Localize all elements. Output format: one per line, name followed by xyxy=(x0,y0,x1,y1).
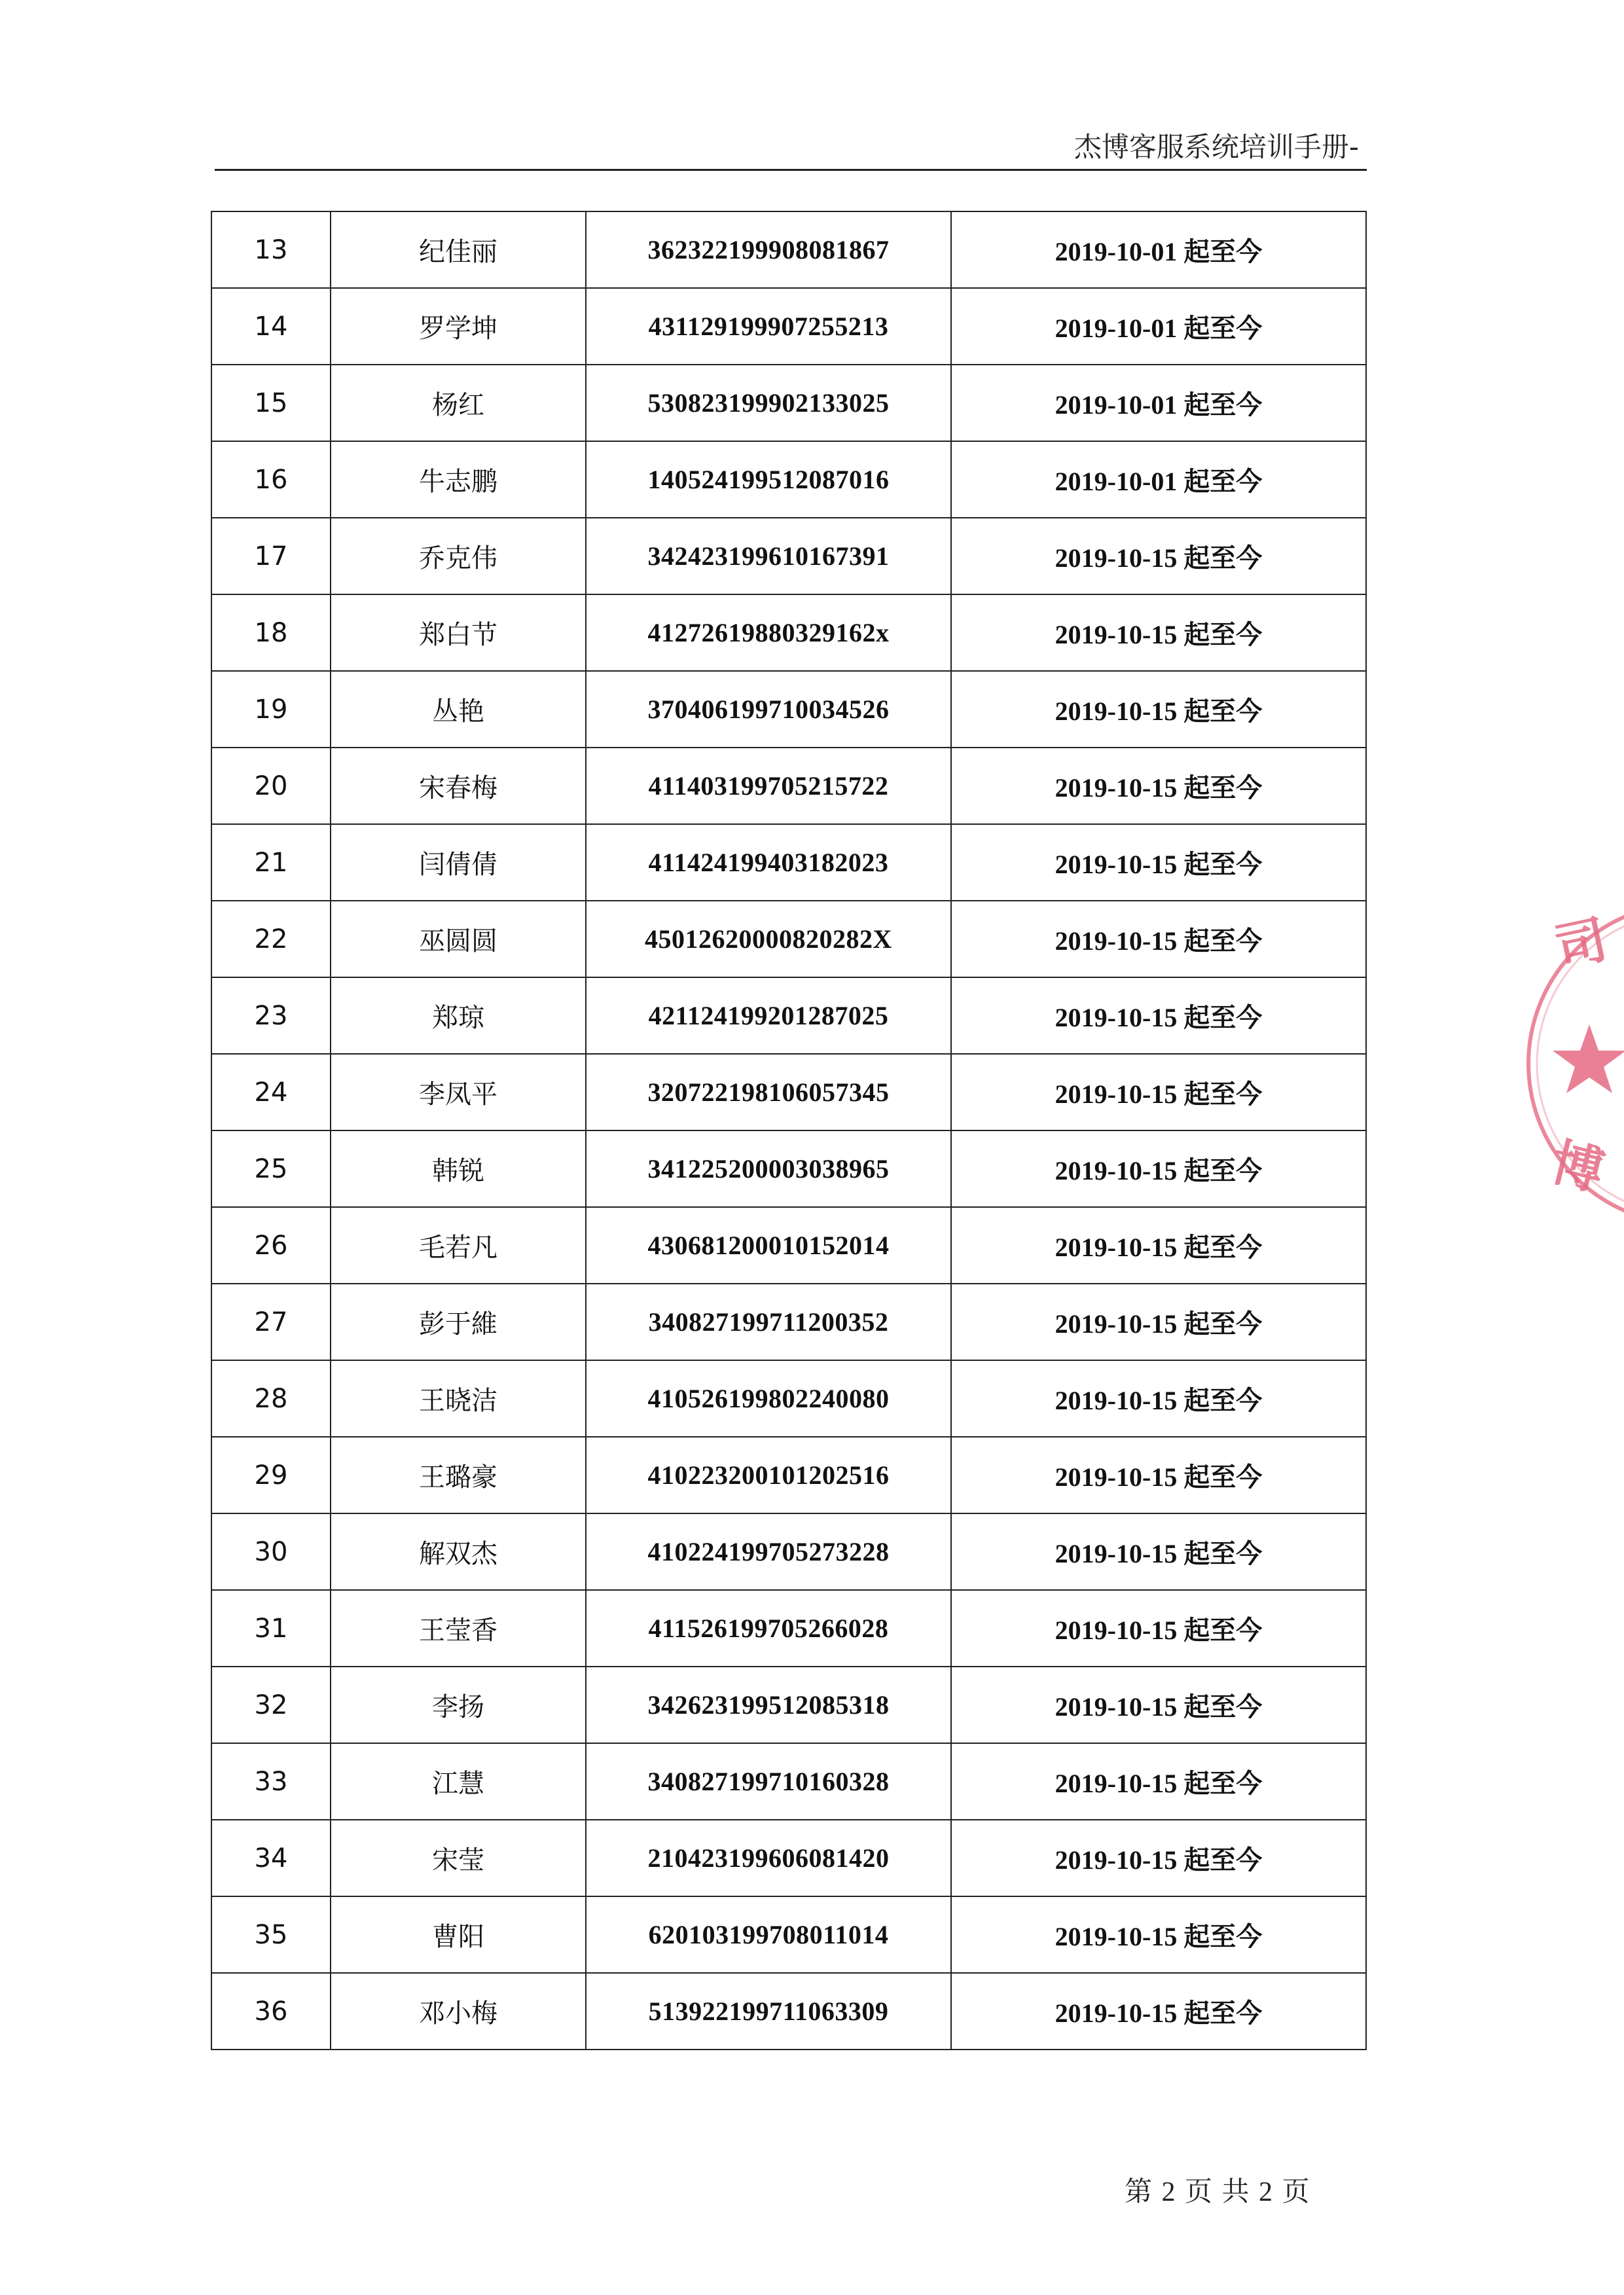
svg-text:司: 司 xyxy=(1550,910,1613,979)
employee-name-cell: 丛艳 xyxy=(331,671,586,748)
row-number-cell: 33 xyxy=(211,1743,331,1820)
row-number-cell: 36 xyxy=(211,1973,331,2050)
employee-name-cell: 韩锐 xyxy=(331,1130,586,1207)
employee-name-cell: 纪佳丽 xyxy=(331,211,586,288)
employee-name-cell: 曹阳 xyxy=(331,1896,586,1973)
table-row xyxy=(211,901,1366,977)
table-row xyxy=(211,288,1366,365)
start-date-cell: 2019-10-15 起至今 xyxy=(951,824,1366,901)
table-row xyxy=(211,1054,1366,1130)
row-number-cell: 27 xyxy=(211,1284,331,1360)
table-row xyxy=(211,748,1366,824)
row-number-cell: 25 xyxy=(211,1130,331,1207)
row-number-cell: 35 xyxy=(211,1896,331,1973)
table-row xyxy=(211,1360,1366,1437)
employee-name-cell: 李凤平 xyxy=(331,1054,586,1130)
row-number-cell: 28 xyxy=(211,1360,331,1437)
id-number-cell: 140524199512087016 xyxy=(586,441,951,518)
start-date-cell: 2019-10-15 起至今 xyxy=(951,1973,1366,2050)
employee-name-cell: 毛若凡 xyxy=(331,1207,586,1284)
row-number-cell: 29 xyxy=(211,1437,331,1513)
start-date-cell: 2019-10-15 起至今 xyxy=(951,1284,1366,1360)
start-date-cell: 2019-10-15 起至今 xyxy=(951,1590,1366,1667)
start-date-cell: 2019-10-15 起至今 xyxy=(951,901,1366,977)
id-number-cell: 411403199705215722 xyxy=(586,748,951,824)
company-seal-stamp xyxy=(1525,877,1624,1244)
start-date-cell: 2019-10-15 起至今 xyxy=(951,1437,1366,1513)
id-number-cell: 342623199512085318 xyxy=(586,1667,951,1743)
id-number-cell: 421124199201287025 xyxy=(586,977,951,1054)
employee-name-cell: 李扬 xyxy=(331,1667,586,1743)
start-date-cell: 2019-10-01 起至今 xyxy=(951,441,1366,518)
id-number-cell: 362322199908081867 xyxy=(586,211,951,288)
table-row xyxy=(211,1667,1366,1743)
table-row xyxy=(211,1437,1366,1513)
row-number-cell: 21 xyxy=(211,824,331,901)
row-number-cell: 13 xyxy=(211,211,331,288)
id-number-cell: 431129199907255213 xyxy=(586,288,951,365)
start-date-cell: 2019-10-15 起至今 xyxy=(951,1054,1366,1130)
employee-name-cell: 乔克伟 xyxy=(331,518,586,594)
row-number-cell: 24 xyxy=(211,1054,331,1130)
id-number-cell: 410223200101202516 xyxy=(586,1437,951,1513)
table-row xyxy=(211,441,1366,518)
start-date-cell: 2019-10-15 起至今 xyxy=(951,748,1366,824)
start-date-cell: 2019-10-01 起至今 xyxy=(951,211,1366,288)
id-number-cell: 513922199711063309 xyxy=(586,1973,951,2050)
start-date-cell: 2019-10-15 起至今 xyxy=(951,1743,1366,1820)
start-date-cell: 2019-10-15 起至今 xyxy=(951,594,1366,671)
start-date-cell: 2019-10-15 起至今 xyxy=(951,671,1366,748)
employee-table xyxy=(211,211,1367,2050)
row-number-cell: 22 xyxy=(211,901,331,977)
row-number-cell: 20 xyxy=(211,748,331,824)
employee-name-cell: 宋莹 xyxy=(331,1820,586,1896)
employee-name-cell: 王晓洁 xyxy=(331,1360,586,1437)
table-row xyxy=(211,518,1366,594)
employee-name-cell: 彭于維 xyxy=(331,1284,586,1360)
start-date-cell: 2019-10-15 起至今 xyxy=(951,1896,1366,1973)
id-number-cell: 320722198106057345 xyxy=(586,1054,951,1130)
id-number-cell: 430681200010152014 xyxy=(586,1207,951,1284)
row-number-cell: 30 xyxy=(211,1513,331,1590)
table-row xyxy=(211,211,1366,288)
employee-name-cell: 罗学坤 xyxy=(331,288,586,365)
row-number-cell: 34 xyxy=(211,1820,331,1896)
start-date-cell: 2019-10-15 起至今 xyxy=(951,518,1366,594)
id-number-cell: 41272619880329162x xyxy=(586,594,951,671)
employee-name-cell: 巫圆圆 xyxy=(331,901,586,977)
employee-name-cell: 江慧 xyxy=(331,1743,586,1820)
id-number-cell: 45012620000820282X xyxy=(586,901,951,977)
page-number-footer: 第 2 页 共 2 页 xyxy=(1125,2177,1310,2207)
employee-name-cell: 邓小梅 xyxy=(331,1973,586,2050)
row-number-cell: 15 xyxy=(211,365,331,441)
id-number-cell: 370406199710034526 xyxy=(586,671,951,748)
start-date-cell: 2019-10-01 起至今 xyxy=(951,288,1366,365)
header-divider xyxy=(215,169,1367,171)
row-number-cell: 14 xyxy=(211,288,331,365)
table-row xyxy=(211,1743,1366,1820)
id-number-cell: 210423199606081420 xyxy=(586,1820,951,1896)
employee-name-cell: 王莹香 xyxy=(331,1590,586,1667)
employee-name-cell: 王璐豪 xyxy=(331,1437,586,1513)
employee-name-cell: 杨红 xyxy=(331,365,586,441)
table-row xyxy=(211,1820,1366,1896)
row-number-cell: 32 xyxy=(211,1667,331,1743)
row-number-cell: 19 xyxy=(211,671,331,748)
employee-name-cell: 闫倩倩 xyxy=(331,824,586,901)
id-number-cell: 411526199705266028 xyxy=(586,1590,951,1667)
table-row xyxy=(211,977,1366,1054)
id-number-cell: 341225200003038965 xyxy=(586,1130,951,1207)
row-number-cell: 31 xyxy=(211,1590,331,1667)
table-row xyxy=(211,1513,1366,1590)
start-date-cell: 2019-10-15 起至今 xyxy=(951,1820,1366,1896)
table-row xyxy=(211,671,1366,748)
start-date-cell: 2019-10-15 起至今 xyxy=(951,1667,1366,1743)
row-number-cell: 18 xyxy=(211,594,331,671)
employee-name-cell: 郑琼 xyxy=(331,977,586,1054)
table-row xyxy=(211,1207,1366,1284)
start-date-cell: 2019-10-15 起至今 xyxy=(951,1513,1366,1590)
table-row xyxy=(211,594,1366,671)
id-number-cell: 340827199710160328 xyxy=(586,1743,951,1820)
row-number-cell: 16 xyxy=(211,441,331,518)
table-row xyxy=(211,1130,1366,1207)
employee-name-cell: 宋春梅 xyxy=(331,748,586,824)
employee-table-body xyxy=(211,211,1366,2050)
id-number-cell: 342423199610167391 xyxy=(586,518,951,594)
svg-text:博: 博 xyxy=(1545,1132,1610,1203)
id-number-cell: 620103199708011014 xyxy=(586,1896,951,1973)
id-number-cell: 411424199403182023 xyxy=(586,824,951,901)
table-row xyxy=(211,365,1366,441)
employee-name-cell: 牛志鹏 xyxy=(331,441,586,518)
id-number-cell: 530823199902133025 xyxy=(586,365,951,441)
id-number-cell: 340827199711200352 xyxy=(586,1284,951,1360)
row-number-cell: 26 xyxy=(211,1207,331,1284)
employee-name-cell: 郑白节 xyxy=(331,594,586,671)
table-row xyxy=(211,1590,1366,1667)
row-number-cell: 23 xyxy=(211,977,331,1054)
start-date-cell: 2019-10-15 起至今 xyxy=(951,1130,1366,1207)
id-number-cell: 410526199802240080 xyxy=(586,1360,951,1437)
table-row xyxy=(211,1284,1366,1360)
table-row xyxy=(211,1896,1366,1973)
start-date-cell: 2019-10-15 起至今 xyxy=(951,1207,1366,1284)
start-date-cell: 2019-10-15 起至今 xyxy=(951,977,1366,1054)
start-date-cell: 2019-10-01 起至今 xyxy=(951,365,1366,441)
document-header-title: 杰博客服系统培训手册- xyxy=(1074,131,1359,163)
start-date-cell: 2019-10-15 起至今 xyxy=(951,1360,1366,1437)
table-row xyxy=(211,1973,1366,2050)
table-row xyxy=(211,824,1366,901)
row-number-cell: 17 xyxy=(211,518,331,594)
id-number-cell: 410224199705273228 xyxy=(586,1513,951,1590)
employee-name-cell: 解双杰 xyxy=(331,1513,586,1590)
